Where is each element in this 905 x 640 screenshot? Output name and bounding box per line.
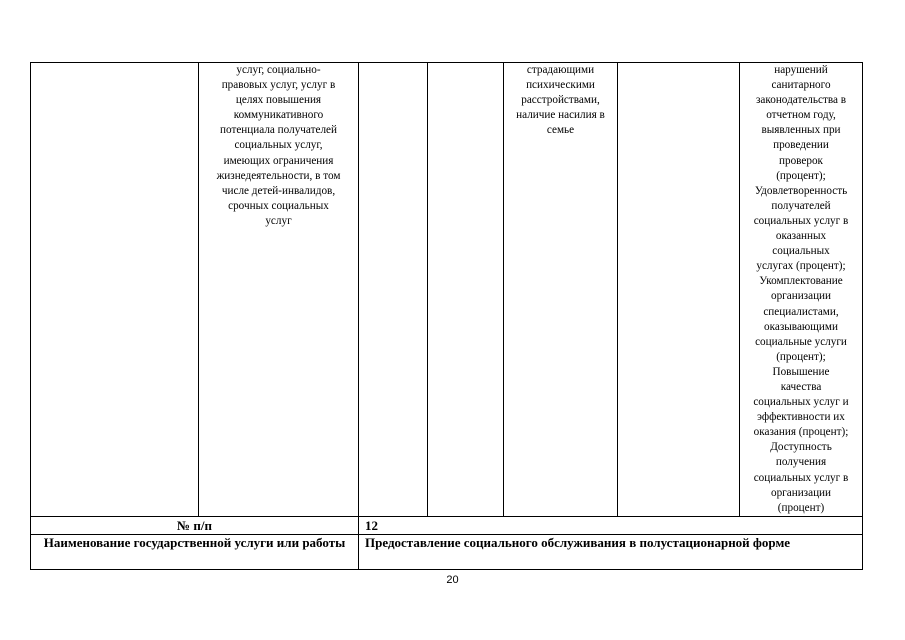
page-number: 20 xyxy=(446,574,459,586)
table-cell xyxy=(428,63,504,517)
table-row xyxy=(31,63,863,517)
table-cell xyxy=(504,63,618,517)
service-name-value-cell: Предоставление социального обслуживания в полустационарной форме xyxy=(359,534,863,569)
number-value-cell: 12 xyxy=(359,516,863,534)
quality-indicators-text: нарушений санитарного законодательства в отчетном году, выявленных при проведении проверок (процент); Удовлетворенность получателей социальных услуг в оказанных социальных услугах (процент); Укомплектование организации специалистами, оказывающими социальные услуги (процент); Повышение качества социальных услуг и эффективности их оказания (процент); Доступность получения социальных услуг в организации (процент) xyxy=(753,64,849,514)
service-content-text: услуг, социально- правовых услуг, услуг в целях повышения коммуникативного потенциала получателей социальных услуг, имеющих ограничения жизнедеятельности, в том числе детей-инвалидов, срочных социальных услуг xyxy=(216,64,341,227)
number-label-cell: № п/п xyxy=(31,516,359,534)
table-cell xyxy=(618,63,740,517)
table-cell xyxy=(199,63,359,517)
table-cell xyxy=(31,63,199,517)
conditions-text: страдающими психическими расстройствами, наличие насилия в семье xyxy=(516,64,605,137)
table-cell xyxy=(740,63,863,517)
service-name-label-cell: Наименование государственной услуги или работы xyxy=(31,534,359,569)
services-table xyxy=(30,62,863,570)
table-cell xyxy=(359,63,428,517)
table-row xyxy=(31,516,863,534)
table-row xyxy=(31,534,863,569)
